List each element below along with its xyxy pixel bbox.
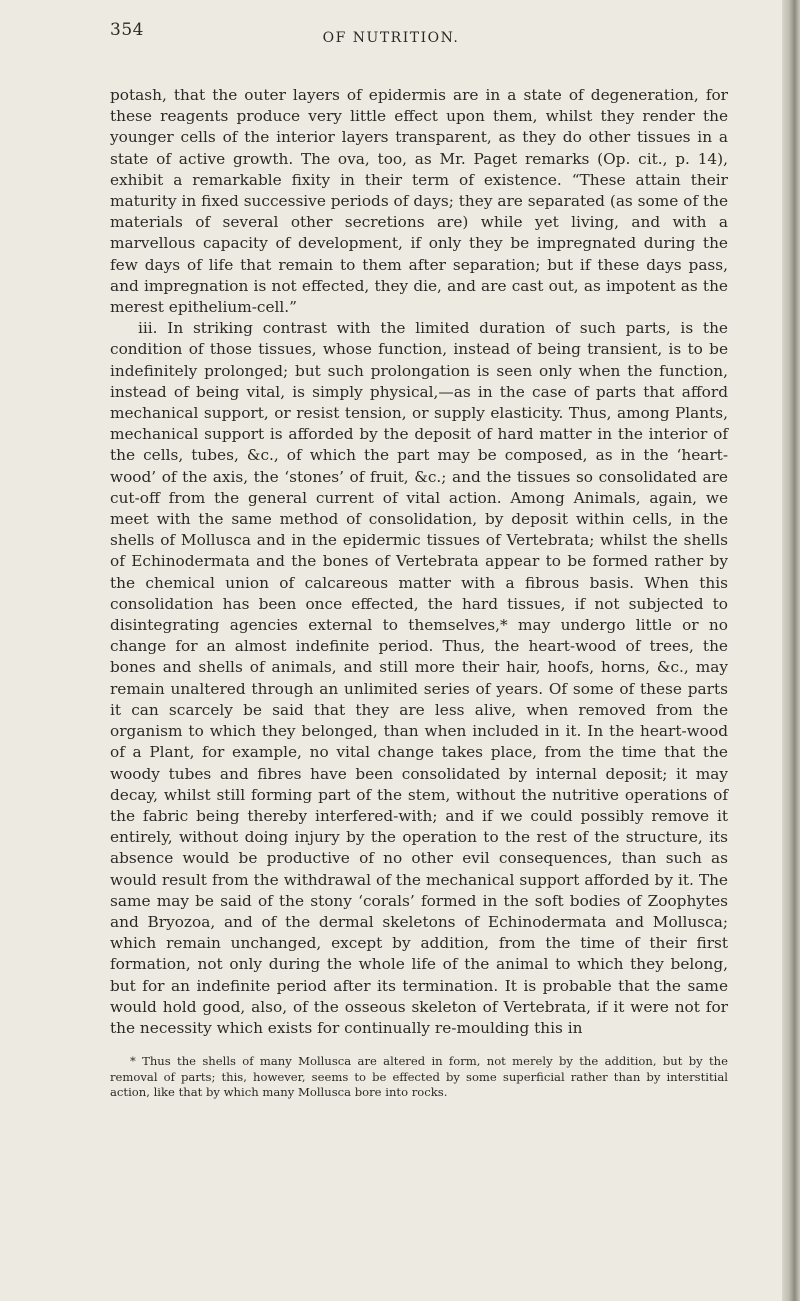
paragraph-2: iii. In striking contrast with the limited duration of such parts, is the condition of those tissues, whose function, instead of being transient, is to be indefinitely prolonged; but such prolongation is seen only when the function, instead of being vital, is simply physical,—as in the case of parts that afford mechanical support, or resist tension, or supply elasticity. Thus, among Plants, mechanical support is afforded by the deposit of hard matter in the interior of the cells, tubes, &c., of which the part may be composed, as in the ‘heart-wood’ of the axis, the ‘stones’ of fruit, &c.; and the tissues so consolidated are cut-off from the general current of vital action. Among Animals, again, we meet with the same method of consolidation, by deposit within cells, in the shells of Mollusca and in the epidermic tissues of Vertebrata; whilst the shells of Echinodermata and the bones of Vertebrata appear to be formed rather by the chemical union of calcareous matter with a fibrous basis. When this consolidation has been once effected, the hard tissues, if not subjected to disintegrating agencies external to themselves,* may undergo little or no change for an almost indefinite period. Thus, the heart-wood of trees, the bones and shells of animals, and still more their hair, hoofs, horns, &c., may remain unaltered through an unlimited series of years. Of some of these parts it can scarcely be said that they are less alive, when removed from the organism to which they belonged, than when included in it. In the heart-wood of a Plant, for example, no vital change takes place, from the time that the woody tubes and fibres have been consolidated by internal deposit; it may decay, whilst still forming part of the stem, without the nutritive operations of the fabric being thereby interfered-with; and if we could possibly remove it entirely, without doing injury by the operation to the rest of the structure, its absence would be productive of no other evil consequences, than such as would result from the withdrawal of the mechanical support afforded by it. The same may be said of the stony ‘corals’ formed in the soft bodies of Zoophytes and Bryozoa, and of the dermal skeletons of Echinodermata and Mollusca; which remain unchanged, except by addition, from the time of their first formation, not only during the whole life of the animal to which they belong, but for an indefinite period after its termination. It is probable that the same would hold good, also, of the osseous skeleton of Vertebrata, if it were not for the necessity which exists for continually re-moulding this in (110, 319, 728, 1037)
footnote (110, 1054, 728, 1101)
footnote-text: * Thus the shells of many Mollusca are altered in form, not merely by the addition, but by the removal of parts; this, however, seems to be effected by some superficial rather than by interstitial action, like that by which many Mollusca bore into rocks. (110, 1054, 728, 1099)
running-head: OF NUTRITION. (322, 30, 460, 46)
body-text (110, 85, 728, 1039)
page-edge (782, 0, 800, 1301)
paragraph-1: potash, that the outer layers of epidermis are in a state of degeneration, for these reagents produce very little effect upon them, whilst they render the younger cells of the interior layers transparent, as they do other tissues in a state of active growth. The ova, too, as Mr. Paget remarks (Op. cit., p. 14), exhibit a remarkable fixity in their term of existence. “These attain their maturity in fixed successive periods of days; they are separated (as some of the materials of several other secretions are) while yet living, and with a marvellous capacity of development, if only they be impregnated during the few days of life that remain to them after separation; but if these days pass, and impregnation is not effected, they die, and are cast out, as impotent as the merest epithelium-cell.” (110, 86, 728, 317)
page-number: 354 (110, 20, 144, 40)
